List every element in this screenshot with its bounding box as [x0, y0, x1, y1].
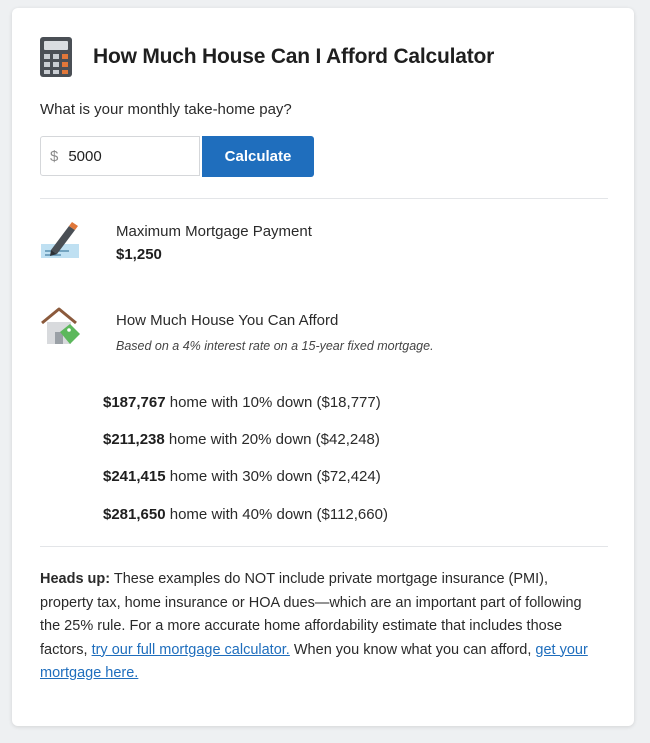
- pen-check-icon: [39, 220, 81, 262]
- home-price: $187,767: [103, 394, 166, 411]
- house-price-tag-icon: [40, 306, 82, 348]
- heads-up-note: [40, 568, 600, 686]
- currency-symbol: $: [50, 147, 59, 165]
- down-payment-text: home with 40% down ($112,660): [169, 506, 388, 523]
- down-payment-text: home with 20% down ($42,248): [168, 431, 380, 448]
- down-payment-text: home with 10% down ($18,777): [169, 394, 381, 411]
- take-home-pay-input[interactable]: [68, 148, 178, 165]
- heads-up-text-2: When you know what you can afford,: [293, 641, 532, 658]
- page-title: How Much House Can I Afford Calculator: [93, 45, 495, 68]
- list-item: [103, 431, 380, 448]
- afford-label: How Much House You Can Afford: [116, 312, 339, 329]
- calculator-card: [12, 8, 634, 726]
- divider: [40, 198, 608, 199]
- home-price: $281,650: [103, 506, 166, 523]
- take-home-pay-field[interactable]: [40, 136, 200, 176]
- home-price: $241,415: [103, 468, 166, 485]
- header: [40, 37, 494, 77]
- full-mortgage-calculator-link[interactable]: try our full mortgage calculator.: [91, 641, 290, 658]
- calculate-button[interactable]: Calculate: [202, 136, 314, 177]
- afford-rate-note: Based on a 4% interest rate on a 15-year fixed mortgage.: [116, 339, 434, 353]
- max-payment-value: $1,250: [116, 246, 162, 263]
- list-item: [103, 506, 388, 523]
- pay-question-label: What is your monthly take-home pay?: [40, 101, 292, 118]
- calculator-icon: [40, 37, 72, 77]
- home-price: $211,238: [103, 431, 165, 448]
- down-payment-text: home with 30% down ($72,424): [169, 468, 381, 485]
- max-payment-label: Maximum Mortgage Payment: [116, 223, 312, 240]
- divider: [40, 546, 608, 547]
- list-item: [103, 394, 381, 411]
- heads-up-text: These examples do NOT include private mortgage insurance (PMI), property tax, home insurance or HOA dues—which are an important part of following the 25% rule. For a more accurate home affordability estimate that includes those factors,: [40, 571, 582, 658]
- heads-up-lead: Heads up:: [40, 571, 111, 587]
- get-mortgage-link[interactable]: get your mortgage here.: [40, 641, 588, 681]
- list-item: [103, 468, 381, 485]
